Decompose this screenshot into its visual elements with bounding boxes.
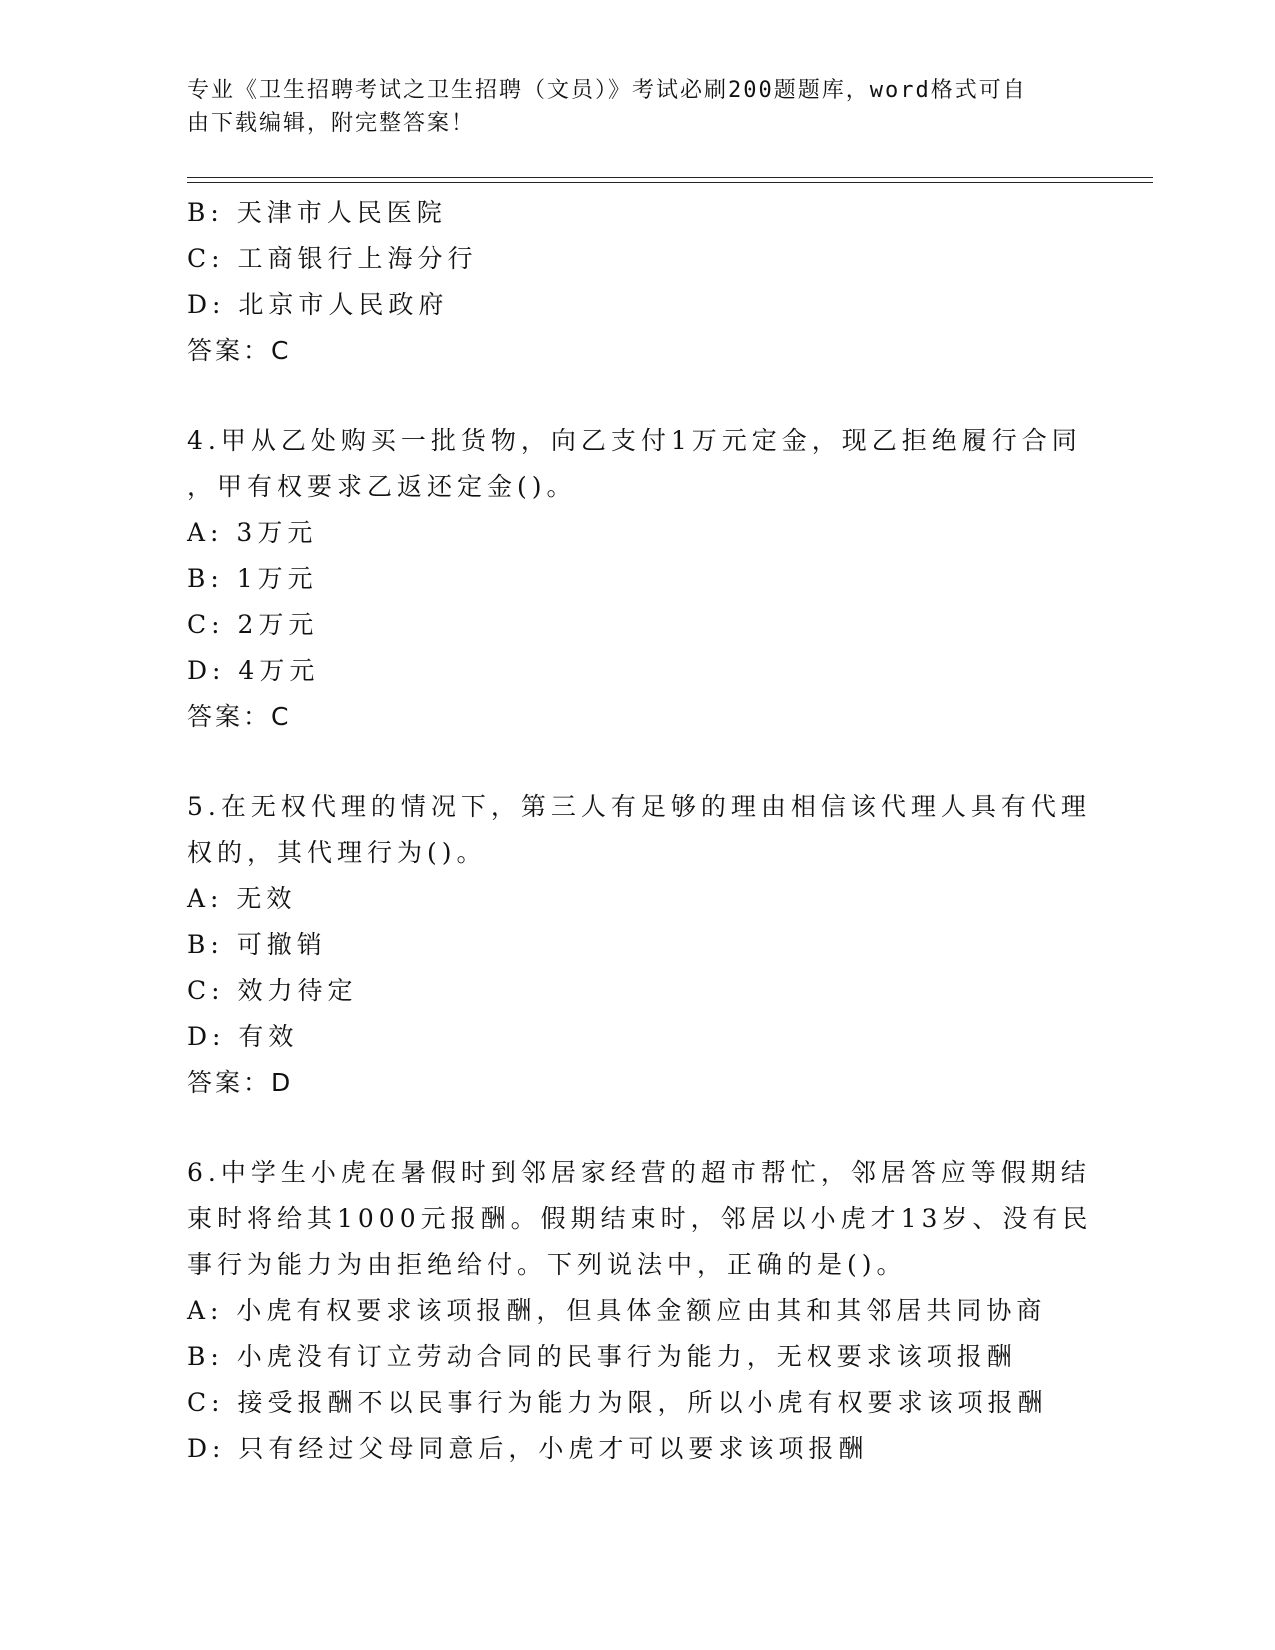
question-stem-line: 4.甲从乙处购买一批货物，向乙支付1万元定金，现乙拒绝履行合同 — [187, 426, 1082, 455]
option-a: A: 3万元 — [187, 518, 318, 547]
question-stem-line: 束时将给其1000元报酬。假期结束时，邻居以小虎才13岁、没有民 — [187, 1204, 1093, 1233]
header-divider-top — [187, 177, 1153, 178]
question-list — [187, 190, 1093, 1472]
question-stem-line: 6.中学生小虎在暑假时到邻居家经营的超市帮忙，邻居答应等假期结 — [187, 1158, 1091, 1187]
option-b: B: 小虎没有订立劳动合同的民事行为能力，无权要求该项报酬 — [187, 1342, 1017, 1371]
answer-line: 答案：C — [187, 336, 292, 365]
option-b: B: 可撤销 — [187, 930, 327, 959]
question-5 — [187, 784, 1091, 1106]
option-a: A: 小虎有权要求该项报酬，但具体金额应由其和其邻居共同协商 — [187, 1296, 1047, 1325]
question-6 — [187, 1150, 1093, 1472]
question-3 — [187, 190, 1067, 374]
question-4 — [187, 418, 1082, 740]
header-line-1: 专业《卫生招聘考试之卫生招聘（文员）》考试必刷200题题库，word格式可自 — [187, 78, 1027, 103]
question-stem-line: 5.在无权代理的情况下，第三人有足够的理由相信该代理人具有代理 — [187, 792, 1091, 821]
question-stem-line: ，甲有权要求乙返还定金()。 — [187, 472, 577, 501]
answer-line: 答案：D — [187, 1068, 294, 1097]
question-stem-line: 权的，其代理行为()。 — [187, 838, 487, 867]
option-d: D: 4万元 — [187, 656, 320, 685]
option-d: D: 北京市人民政府 — [187, 290, 449, 319]
answer-line: 答案：C — [187, 702, 292, 731]
option-a: A: 无效 — [187, 884, 297, 913]
option-d: D: 有效 — [187, 1022, 299, 1051]
option-c: C: 效力待定 — [187, 976, 358, 1005]
document-header — [187, 74, 1067, 140]
question-stem-line: 事行为能力为由拒绝给付。下列说法中，正确的是()。 — [187, 1250, 907, 1279]
option-b: B: 1万元 — [187, 564, 318, 593]
option-c: C: 2万元 — [187, 610, 319, 639]
option-d: D: 只有经过父母同意后，小虎才可以要求该项报酬 — [187, 1434, 869, 1463]
option-b: B: 天津市人民医院 — [187, 198, 447, 227]
option-c: C: 工商银行上海分行 — [187, 244, 478, 273]
header-line-2: 由下载编辑，附完整答案！ — [187, 111, 476, 136]
option-c: C: 接受报酬不以民事行为能力为限，所以小虎有权要求该项报酬 — [187, 1388, 1048, 1417]
header-divider-bottom — [187, 182, 1153, 183]
